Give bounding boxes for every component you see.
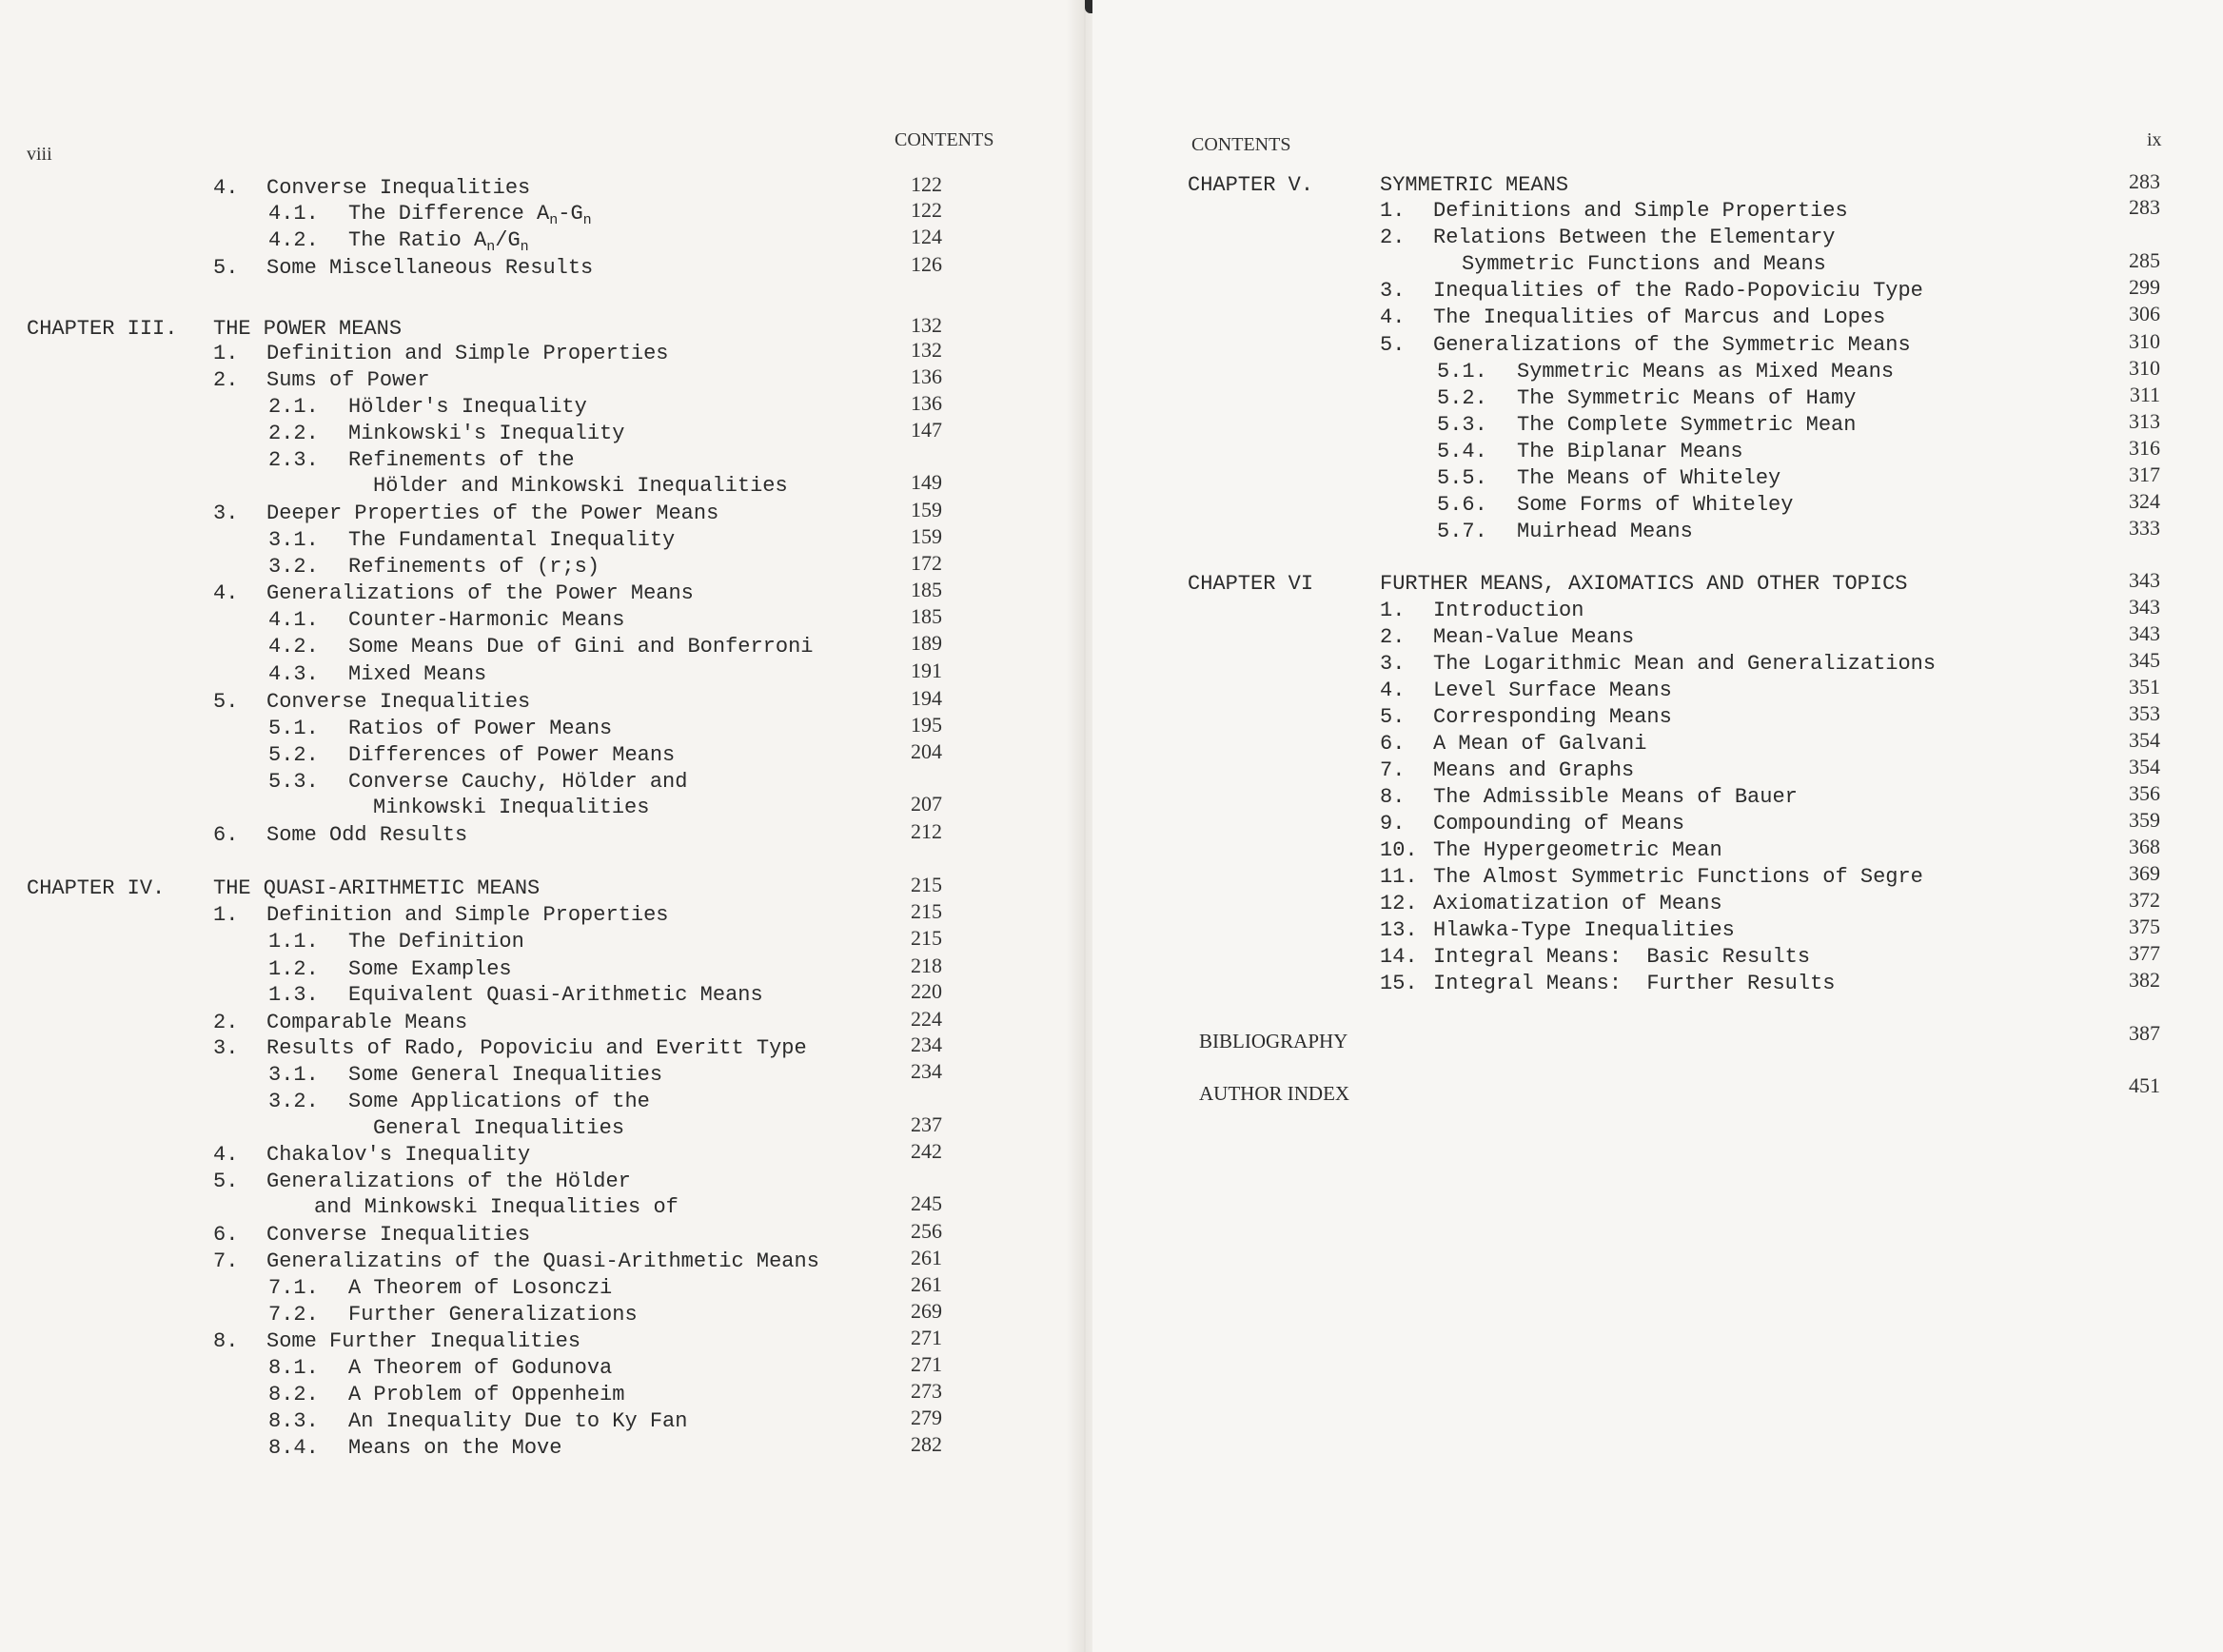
entry-title: Hölder and Minkowski Inequalities — [373, 474, 788, 498]
page-number: 204 — [911, 739, 942, 763]
entry-title: Some Applications of the — [348, 1090, 650, 1113]
entry-number: 5.7. — [1437, 520, 1487, 543]
entry-title: Means on the Move — [348, 1436, 562, 1460]
entry-number: 8. — [1380, 785, 1406, 809]
entry-title: Converse Inequalities — [266, 176, 531, 200]
entry-title: A Mean of Galvani — [1433, 732, 1647, 756]
entry-title: A Theorem of Godunova — [348, 1356, 613, 1380]
page-number: 207 — [911, 792, 942, 816]
page-number: 279 — [911, 1406, 942, 1429]
page-number: 283 — [2129, 195, 2160, 219]
entry-number: 4. — [213, 176, 239, 200]
entry-number: 4.2. — [268, 635, 319, 659]
entry-number: 3. — [1380, 652, 1406, 676]
entry-number: 4. — [1380, 678, 1406, 702]
entry-number: 3. — [213, 1036, 239, 1060]
page-number: 351 — [2129, 675, 2160, 698]
entry-title: Relations Between the Elementary — [1433, 226, 1836, 249]
entry-title — [348, 201, 592, 227]
right-running-head: CONTENTS — [1191, 134, 1291, 155]
entry-title: Generalizations of the Power Means — [266, 581, 694, 605]
page-number: 261 — [911, 1246, 942, 1269]
entry-title-part: The Ratio A — [348, 228, 487, 252]
page-number: 220 — [911, 979, 942, 1003]
entry-title: The Inequalities of Marcus and Lopes — [1433, 305, 1886, 329]
entry-title: Some Forms of Whiteley — [1517, 493, 1794, 517]
page-number: 189 — [911, 631, 942, 655]
entry-title: Comparable Means — [266, 1011, 468, 1034]
entry-title: Some Examples — [348, 957, 512, 981]
left-folio: viii — [27, 144, 52, 165]
page-number: 195 — [911, 713, 942, 737]
page-number: 194 — [911, 686, 942, 710]
entry-number: 5.2. — [1437, 386, 1487, 410]
entry-title: The Means of Whiteley — [1517, 466, 1781, 490]
entry-title: Definition and Simple Properties — [266, 903, 669, 927]
entry-number: 3.2. — [268, 1090, 319, 1113]
entry-title: Sums of Power — [266, 368, 430, 392]
entry-number: 13. — [1380, 918, 1418, 942]
page-number: 124 — [911, 225, 942, 248]
entry-title: Further Generalizations — [348, 1303, 638, 1327]
page-number: 354 — [2129, 755, 2160, 778]
page-number: 237 — [911, 1112, 942, 1136]
entry-number: 2. — [1380, 226, 1406, 249]
page-number: 172 — [911, 551, 942, 575]
entry-number: 5. — [213, 690, 239, 714]
entry-title: Level Surface Means — [1433, 678, 1672, 702]
page-number: 191 — [911, 659, 942, 682]
page-number: 273 — [911, 1379, 942, 1403]
entry-number: 3.1. — [268, 528, 319, 552]
entry-title: Definitions and Simple Properties — [1433, 199, 1848, 223]
page-number: 317 — [2129, 462, 2160, 486]
entry-number: 1. — [213, 903, 239, 927]
page-number: 377 — [2129, 941, 2160, 965]
entry-title: Generalizations of the Symmetric Means — [1433, 333, 1911, 357]
page-number: 343 — [2129, 621, 2160, 645]
entry-title: The Admissible Means of Bauer — [1433, 785, 1798, 809]
entry-number: 5.1. — [268, 717, 319, 740]
entry-number: 4. — [213, 1143, 239, 1167]
page-number: 147 — [911, 418, 942, 442]
page-number: 345 — [2129, 648, 2160, 672]
entry-title: Deeper Properties of the Power Means — [266, 502, 719, 525]
entry-number: 5.6. — [1437, 493, 1487, 517]
entry-number: 2. — [213, 368, 239, 392]
entry-number: 1. — [1380, 599, 1406, 622]
page-number: 387 — [2129, 1021, 2160, 1045]
page-number: 285 — [2129, 248, 2160, 272]
entry-title: Counter-Harmonic Means — [348, 608, 625, 632]
chapter-title: THE POWER MEANS — [213, 317, 403, 341]
page-number: 369 — [2129, 861, 2160, 885]
entry-number: 8.4. — [268, 1436, 319, 1460]
entry-title: and Minkowski Inequalities of — [314, 1195, 679, 1219]
entry-title: Axiomatization of Means — [1433, 892, 1722, 915]
chapter-title: THE QUASI-ARITHMETIC MEANS — [213, 876, 541, 900]
page-number: 282 — [911, 1432, 942, 1456]
page-number: 324 — [2129, 489, 2160, 513]
page-number: 283 — [2129, 169, 2160, 193]
entry-title: Refinements of (r;s) — [348, 555, 600, 579]
entry-number: 3. — [213, 502, 239, 525]
page-number: 306 — [2129, 302, 2160, 325]
entry-title-part: /G — [495, 228, 521, 252]
entry-number: 4.3. — [268, 662, 319, 686]
entry-number: 4. — [213, 581, 239, 605]
page-number: 122 — [911, 172, 942, 196]
entry-title-part: The Difference A — [348, 202, 550, 226]
entry-title: Means and Graphs — [1433, 758, 1635, 782]
entry-number: 4.1. — [268, 202, 319, 226]
page-number: 353 — [2129, 701, 2160, 725]
entry-title: Minkowski's Inequality — [348, 422, 625, 445]
entry-title: Hölder's Inequality — [348, 395, 587, 419]
right-page — [1092, 0, 2223, 1652]
entry-title: An Inequality Due to Ky Fan — [348, 1409, 688, 1433]
entry-title: Results of Rado, Popoviciu and Everitt Type — [266, 1036, 807, 1060]
entry-number: 1.1. — [268, 930, 319, 954]
page-number: 354 — [2129, 728, 2160, 752]
page-number: 159 — [911, 498, 942, 521]
entry-title: Converse Inequalities — [266, 1223, 531, 1247]
page-number: 261 — [911, 1272, 942, 1296]
entry-title: The Almost Symmetric Functions of Segre — [1433, 865, 1923, 889]
page-number: 224 — [911, 1007, 942, 1031]
entry-number: 8.3. — [268, 1409, 319, 1433]
entry-title: Converse Inequalities — [266, 690, 531, 714]
entry-title: Minkowski Inequalities — [373, 796, 650, 819]
chapter-label: CHAPTER III. — [27, 317, 178, 341]
page-number: 368 — [2129, 835, 2160, 858]
entry-number: 5.2. — [268, 743, 319, 767]
subscript: n — [486, 239, 496, 255]
entry-title: Ratios of Power Means — [348, 717, 613, 740]
entry-title: The Fundamental Inequality — [348, 528, 676, 552]
entry-number: 7.2. — [268, 1303, 319, 1327]
entry-title: The Biplanar Means — [1517, 440, 1743, 463]
page-number: 359 — [2129, 808, 2160, 832]
page-number: 271 — [911, 1326, 942, 1349]
entry-number: 2.3. — [268, 448, 319, 472]
page-number: 299 — [2129, 275, 2160, 299]
left-page — [0, 0, 1085, 1652]
entry-title: Integral Means: Basic Results — [1433, 945, 1811, 969]
left-running-head: CONTENTS — [895, 129, 994, 150]
entry-title: Mixed Means — [348, 662, 487, 686]
entry-title: Symmetric Means as Mixed Means — [1517, 360, 1895, 384]
right-folio: ix — [2147, 129, 2162, 150]
entry-title: Inequalities of the Rado-Popoviciu Type — [1433, 279, 1923, 303]
entry-number: 2. — [1380, 625, 1406, 649]
page-number: 310 — [2129, 329, 2160, 353]
page-number: 271 — [911, 1352, 942, 1376]
entry-title: A Theorem of Losonczi — [348, 1276, 613, 1300]
entry-number: 14. — [1380, 945, 1418, 969]
page-number: 313 — [2129, 409, 2160, 433]
entry-number: 1.2. — [268, 957, 319, 981]
entry-number: 5. — [213, 256, 239, 280]
entry-number: 5.3. — [1437, 413, 1487, 437]
entry-number: 7. — [1380, 758, 1406, 782]
entry-number: 5.3. — [268, 770, 319, 794]
entry-title: Equivalent Quasi-Arithmetic Means — [348, 983, 763, 1007]
entry-title: Corresponding Means — [1433, 705, 1672, 729]
page-number: 215 — [911, 899, 942, 923]
page-number: 343 — [2129, 595, 2160, 619]
entry-number: 6. — [1380, 732, 1406, 756]
entry-number: 8.1. — [268, 1356, 319, 1380]
entry-title: The Complete Symmetric Mean — [1517, 413, 1857, 437]
entry-number: 1. — [1380, 199, 1406, 223]
entry-title: Mean-Value Means — [1433, 625, 1635, 649]
subscript: n — [520, 239, 529, 255]
page-number: 132 — [911, 313, 942, 337]
page-number: 311 — [2129, 383, 2160, 406]
entry-number: 1. — [213, 342, 239, 365]
entry-number: 8.2. — [268, 1383, 319, 1406]
entry-title: Refinements of the — [348, 448, 575, 472]
entry-title: Converse Cauchy, Hölder and — [348, 770, 688, 794]
entry-title: Some General Inequalities — [348, 1063, 663, 1087]
page-number: 316 — [2129, 436, 2160, 460]
subscript: n — [582, 212, 592, 228]
page-number: 245 — [911, 1191, 942, 1215]
entry-title: The Logarithmic Mean and Generalizations — [1433, 652, 1937, 676]
entry-number: 3.1. — [268, 1063, 319, 1087]
entry-title: The Symmetric Means of Hamy — [1517, 386, 1857, 410]
entry-title: Symmetric Functions and Means — [1462, 252, 1826, 276]
page-number: 310 — [2129, 356, 2160, 380]
entry-number: 4.2. — [268, 228, 319, 252]
entry-title — [348, 227, 529, 254]
chapter-label: CHAPTER V. — [1188, 173, 1314, 197]
entry-number: 5. — [213, 1170, 239, 1193]
page-number: 269 — [911, 1299, 942, 1323]
page-number: 372 — [2129, 888, 2160, 912]
entry-title: Some Further Inequalities — [266, 1329, 581, 1353]
entry-number: 2. — [213, 1011, 239, 1034]
page-number: 185 — [911, 578, 942, 601]
page-number: 215 — [911, 873, 942, 896]
entry-title: Some Odd Results — [266, 823, 468, 847]
chapter-title: SYMMETRIC MEANS — [1380, 173, 1569, 197]
entry-title: Muirhead Means — [1517, 520, 1693, 543]
page-number: 159 — [911, 524, 942, 548]
page-number: 212 — [911, 819, 942, 843]
entry-number: 2.1. — [268, 395, 319, 419]
page-number: 242 — [911, 1139, 942, 1163]
entry-title: Some Miscellaneous Results — [266, 256, 594, 280]
entry-number: 6. — [213, 823, 239, 847]
entry-number: 4.1. — [268, 608, 319, 632]
entry-title: Generalizations of the Hölder — [266, 1170, 631, 1193]
page-number: 185 — [911, 604, 942, 628]
entry-title: Definition and Simple Properties — [266, 342, 669, 365]
page-number: 126 — [911, 252, 942, 276]
entry-title: Some Means Due of Gini and Bonferroni — [348, 635, 814, 659]
entry-number: 11. — [1380, 865, 1418, 889]
entry-title: Hlawka-Type Inequalities — [1433, 918, 1735, 942]
page-number: 256 — [911, 1219, 942, 1243]
entry-number: 5.4. — [1437, 440, 1487, 463]
entry-title: The Hypergeometric Mean — [1433, 838, 1722, 862]
page-number: 234 — [911, 1032, 942, 1056]
entry-number: 2.2. — [268, 422, 319, 445]
entry-title-part: -G — [558, 202, 583, 226]
page-number: 132 — [911, 338, 942, 362]
page-number: 218 — [911, 954, 942, 977]
entry-number: 7.1. — [268, 1276, 319, 1300]
entry-number: 5.5. — [1437, 466, 1487, 490]
entry-title: The Definition — [348, 930, 524, 954]
entry-number: 8. — [213, 1329, 239, 1353]
page-number: 136 — [911, 364, 942, 388]
entry-number: 5.1. — [1437, 360, 1487, 384]
page-number: 136 — [911, 391, 942, 415]
entry-number: 7. — [213, 1249, 239, 1273]
page-number: 375 — [2129, 914, 2160, 938]
subscript: n — [549, 212, 559, 228]
chapter-label: CHAPTER VI — [1188, 572, 1314, 596]
page-number: 333 — [2129, 516, 2160, 540]
entry-number: 3.2. — [268, 555, 319, 579]
entry-title: Compounding of Means — [1433, 812, 1685, 836]
page-number: 451 — [2129, 1073, 2160, 1097]
entry-number: 9. — [1380, 812, 1406, 836]
entry-number: 4. — [1380, 305, 1406, 329]
entry-number: 1.3. — [268, 983, 319, 1007]
entry-title: Integral Means: Further Results — [1433, 972, 1836, 995]
entry-title: Chakalov's Inequality — [266, 1143, 531, 1167]
page-number: 149 — [911, 470, 942, 494]
entry-number: 5. — [1380, 333, 1406, 357]
entry-number: 5. — [1380, 705, 1406, 729]
entry-number: 12. — [1380, 892, 1418, 915]
page-number: 356 — [2129, 781, 2160, 805]
entry-title: A Problem of Oppenheim — [348, 1383, 625, 1406]
entry-number: 10. — [1380, 838, 1418, 862]
entry-number: 6. — [213, 1223, 239, 1247]
back-matter-title: BIBLIOGRAPHY — [1199, 1030, 1348, 1052]
entry-number: 15. — [1380, 972, 1418, 995]
entry-number: 3. — [1380, 279, 1406, 303]
entry-title: Generalizatins of the Quasi-Arithmetic Means — [266, 1249, 819, 1273]
chapter-label: CHAPTER IV. — [27, 876, 166, 900]
back-matter-title: AUTHOR INDEX — [1199, 1082, 1350, 1105]
page-number: 215 — [911, 926, 942, 950]
page-number: 122 — [911, 198, 942, 222]
chapter-title: FURTHER MEANS, AXIOMATICS AND OTHER TOPICS — [1380, 572, 1908, 596]
entry-title: Introduction — [1433, 599, 1584, 622]
page-number: 382 — [2129, 968, 2160, 992]
entry-title: General Inequalities — [373, 1116, 625, 1140]
page-number: 234 — [911, 1059, 942, 1083]
entry-title: Differences of Power Means — [348, 743, 676, 767]
page-number: 343 — [2129, 568, 2160, 592]
